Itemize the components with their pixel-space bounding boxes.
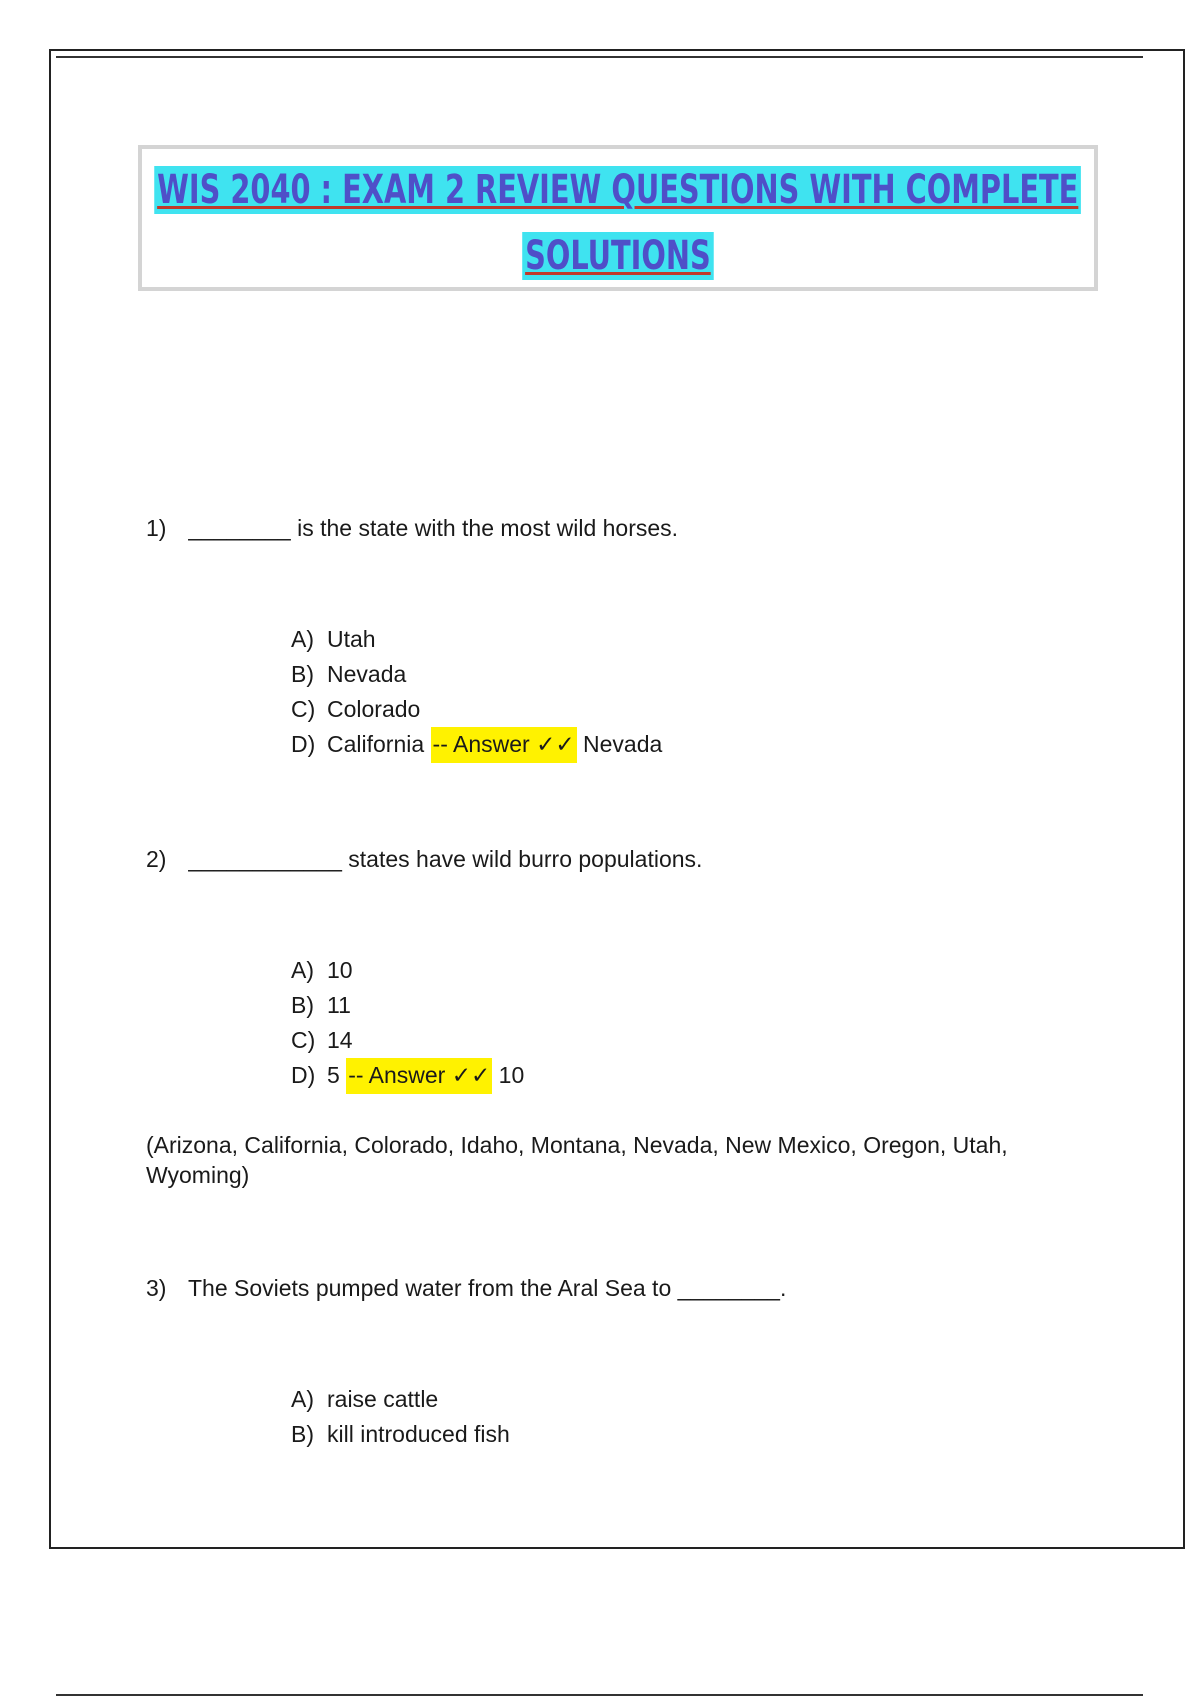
option-b: B) 11 <box>291 992 351 1018</box>
question-number: 3) <box>146 1275 167 1301</box>
question-number: 1) <box>146 515 167 541</box>
option-a: A) raise cattle <box>291 1386 439 1412</box>
option-b: B) Nevada <box>291 661 407 687</box>
answer-marker: -- Answer ✓✓ <box>431 727 577 763</box>
question-blank: ____________ <box>188 846 342 872</box>
option-a: A) Utah <box>291 626 376 652</box>
question-text: is the state with the most wild horses. <box>297 515 679 541</box>
question-blank: ________ <box>188 515 291 541</box>
answer-marker: -- Answer ✓✓ <box>346 1058 492 1094</box>
question-1-options <box>291 622 662 762</box>
question-number: 2) <box>146 846 167 872</box>
question-suffix: . <box>779 1275 787 1301</box>
bottom-rule <box>56 1694 1143 1696</box>
question-3 <box>146 1275 786 1302</box>
option-a: A) 10 <box>291 957 353 983</box>
question-blank: ________ <box>677 1275 780 1301</box>
option-c: C) Colorado <box>291 696 421 722</box>
option-d: D) 5 -- Answer ✓✓ 10 <box>291 1058 524 1093</box>
answer-value: 10 <box>498 1062 525 1088</box>
document-title-line-1: WIS 2040 : EXAM 2 REVIEW QUESTIONS WITH COMPLETE <box>155 166 1082 214</box>
answer-note: (Arizona, California, Colorado, Idaho, Montana, Nevada, New Mexico, Oregon, Utah, Wyoming) <box>146 1132 1008 1188</box>
question-2-options <box>291 953 524 1093</box>
question-1 <box>146 515 678 542</box>
answer-value: Nevada <box>583 731 663 757</box>
question-text: states have wild burro populations. <box>348 846 703 872</box>
top-rule <box>56 56 1143 58</box>
question-3-options <box>291 1382 510 1452</box>
question-2 <box>146 846 702 873</box>
option-b: B) kill introduced fish <box>291 1421 510 1447</box>
option-c: C) 14 <box>291 1027 353 1053</box>
title-box <box>138 145 1098 291</box>
question-text: The Soviets pumped water from the Aral Sea to <box>187 1275 672 1301</box>
option-d: D) California -- Answer ✓✓ Nevada <box>291 727 662 762</box>
document-title-line-2: SOLUTIONS <box>522 232 713 280</box>
